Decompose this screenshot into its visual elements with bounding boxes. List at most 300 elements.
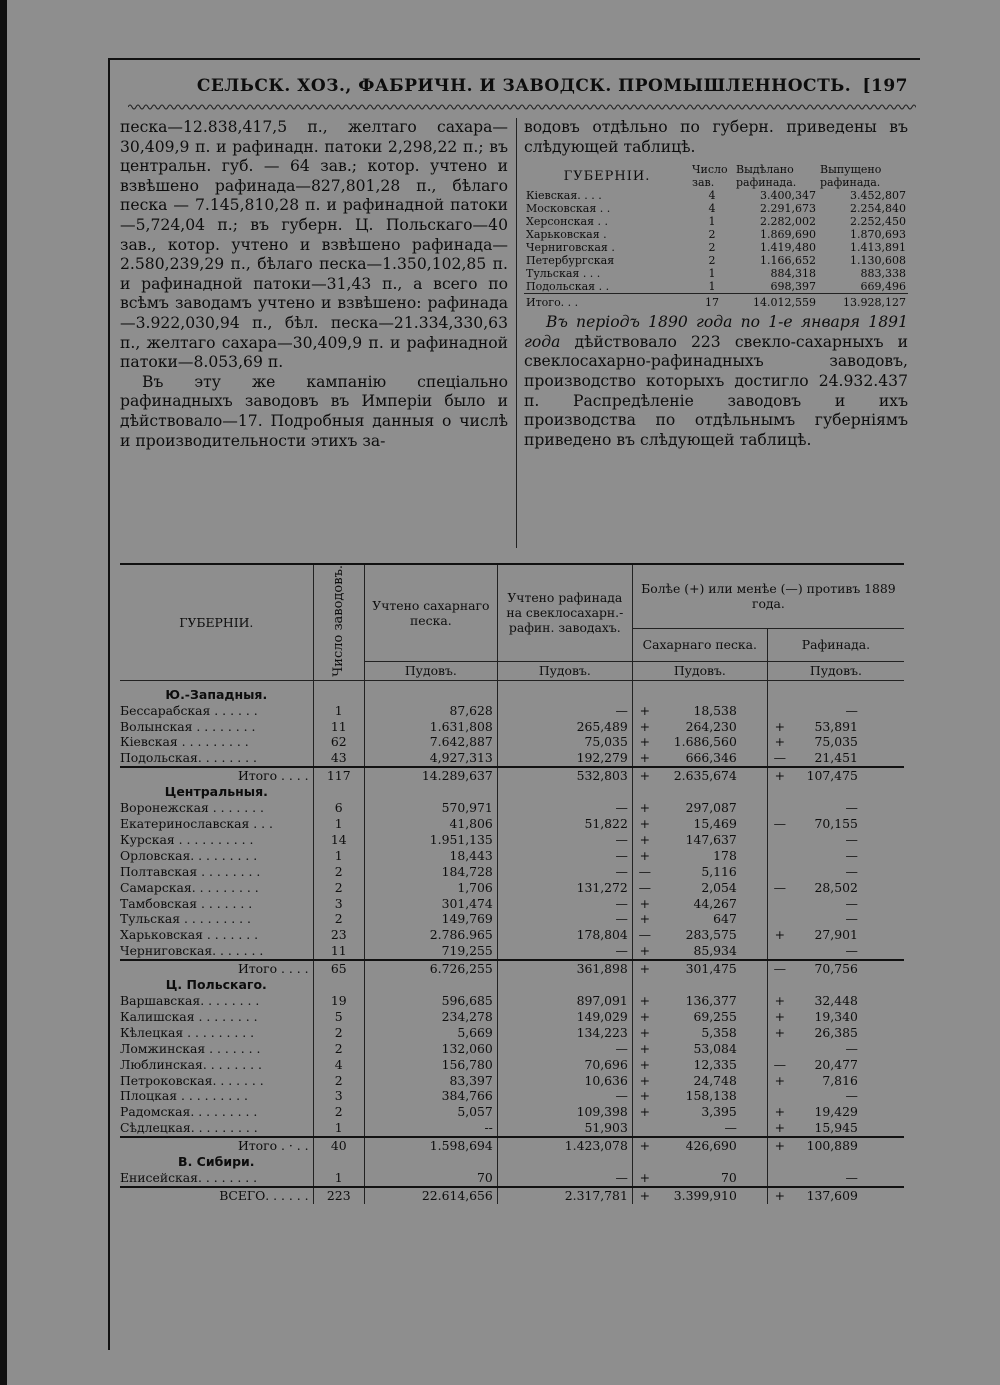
empty-cell xyxy=(497,1154,632,1170)
refined-value: 178,804 xyxy=(497,927,632,943)
sand-value: -- xyxy=(364,1120,497,1137)
diff-raf-value: — xyxy=(845,895,858,911)
sand-value: 70 xyxy=(364,1170,497,1187)
diff-sand-value: — xyxy=(724,1120,737,1136)
refinery-row xyxy=(524,202,908,215)
table-header-gub: ГУБЕРНІИ. xyxy=(179,614,254,630)
gub-name: Калишская . . . . . . . . xyxy=(120,1008,258,1024)
refinery-made: 2.291,673 xyxy=(760,202,816,216)
diff-sand-value: 2,054 xyxy=(701,879,737,895)
factory-count: 2 xyxy=(313,911,364,927)
diff-sand-value: 647 xyxy=(713,911,737,927)
sand-value: 2.786.965 xyxy=(364,927,497,943)
sand-value: 1,706 xyxy=(364,880,497,896)
sand-value: 5,669 xyxy=(364,1025,497,1041)
diff-sand-sign: + xyxy=(639,1040,651,1056)
diff-sand-cell xyxy=(632,1057,767,1073)
factory-count: 2 xyxy=(313,1073,364,1089)
diff-raf-value: 7,816 xyxy=(822,1072,858,1088)
table-row xyxy=(120,896,904,912)
diff-raf-sign: + xyxy=(774,1104,786,1120)
diff-raf-value: — xyxy=(845,847,858,863)
table-row xyxy=(120,1088,904,1104)
diff-raf-value: 27,901 xyxy=(814,927,858,943)
empty-cell xyxy=(767,687,904,703)
diff-raf-cell xyxy=(767,1073,904,1089)
diff-raf-sign: — xyxy=(773,961,787,977)
diff-raf-sign: + xyxy=(774,734,786,750)
empty-cell xyxy=(313,687,364,703)
sand-value: 719,255 xyxy=(364,943,497,960)
column-divider xyxy=(516,118,517,548)
factory-count: 1 xyxy=(313,816,364,832)
factory-count: 117 xyxy=(313,767,364,784)
diff-sand-sign: + xyxy=(639,768,651,784)
gub-name: Курская . . . . . . . . . . xyxy=(120,831,254,847)
empty-cell xyxy=(313,1154,364,1170)
diff-sand-cell xyxy=(632,943,767,960)
factory-count: 19 xyxy=(313,993,364,1009)
table-header-count: Число заводовъ. xyxy=(313,564,364,680)
gub-name: Подольская. . . . . . . . xyxy=(120,750,257,766)
diff-raf-cell xyxy=(767,1009,904,1025)
diff-raf-cell xyxy=(767,767,904,784)
sand-value: 184,728 xyxy=(364,864,497,880)
sand-value: 234,278 xyxy=(364,1009,497,1025)
sand-value: 22.614,656 xyxy=(364,1187,497,1204)
gub-name: Итого . · . . xyxy=(120,1137,313,1154)
left-rule xyxy=(108,58,110,1350)
refined-value: 70,696 xyxy=(497,1057,632,1073)
refinery-made: 698,397 xyxy=(770,280,816,294)
gub-name: Итого . . . . xyxy=(120,767,313,784)
refinery-gub: Петербургская xyxy=(526,254,615,268)
refined-value: — xyxy=(497,1088,632,1104)
diff-sand-value: 3,395 xyxy=(701,1104,737,1120)
sand-value: 132,060 xyxy=(364,1041,497,1057)
refined-value: 10,636 xyxy=(497,1073,632,1089)
diff-raf-cell xyxy=(767,848,904,864)
diff-sand-cell xyxy=(632,1170,767,1187)
top-rule xyxy=(108,58,920,60)
diff-sand-cell xyxy=(632,927,767,943)
empty-cell xyxy=(632,784,767,800)
gub-name: Радомская. . . . . . . . . xyxy=(120,1104,258,1120)
sand-value: 4,927,313 xyxy=(364,750,497,767)
diff-raf-cell xyxy=(767,1137,904,1154)
gub-name: ВСЕГО. . . . . . xyxy=(120,1187,313,1204)
empty-cell xyxy=(364,687,497,703)
empty-cell xyxy=(497,784,632,800)
diff-raf-cell xyxy=(767,1104,904,1120)
diff-sand-value: 297,087 xyxy=(685,800,737,816)
diff-sand-sign: — xyxy=(638,863,652,879)
table-row xyxy=(120,927,904,943)
empty-cell xyxy=(767,1154,904,1170)
table-row xyxy=(120,1073,904,1089)
sand-value: 87,628 xyxy=(364,703,497,719)
diff-raf-value: 19,340 xyxy=(814,1008,858,1024)
section-heading: Ц. Польскаго. xyxy=(165,977,267,993)
refinery-made: 1.419,480 xyxy=(760,241,816,255)
diff-raf-cell xyxy=(767,1088,904,1104)
table-row xyxy=(120,943,904,960)
refinery-out: 669,496 xyxy=(860,280,906,294)
unit-sand: Пудовъ. xyxy=(364,661,497,680)
diff-sand-value: 18,538 xyxy=(693,702,737,718)
factory-count: 40 xyxy=(313,1137,364,1154)
diff-raf-cell xyxy=(767,993,904,1009)
refinery-out: 1.870,693 xyxy=(850,228,906,242)
table-row xyxy=(120,1170,904,1187)
sand-value: 1.598,694 xyxy=(364,1137,497,1154)
refinery-total-made: 14.012,559 xyxy=(734,294,818,310)
diff-sand-value: 70 xyxy=(721,1169,737,1185)
refined-value: — xyxy=(497,1170,632,1187)
sand-value: 596,685 xyxy=(364,993,497,1009)
table-row xyxy=(120,880,904,896)
refined-value: 265,489 xyxy=(497,719,632,735)
diff-raf-sign: — xyxy=(773,750,787,766)
sand-value: 384,766 xyxy=(364,1088,497,1104)
diff-raf-value: 28,502 xyxy=(814,879,858,895)
refinery-header-out: Выпущено рафинада. xyxy=(820,163,882,190)
diff-sand-value: 147,637 xyxy=(685,831,737,847)
refinery-header-made: Выдѣлано рафинада. xyxy=(736,163,797,190)
table-header-diff-raf: Рафинада. xyxy=(767,628,904,661)
refined-value: 109,398 xyxy=(497,1104,632,1120)
diff-sand-value: 136,377 xyxy=(685,992,737,1008)
diff-sand-value: 158,138 xyxy=(685,1088,737,1104)
refinery-total-label: Итого. . . xyxy=(524,294,690,310)
diff-raf-sign: + xyxy=(774,1024,786,1040)
refined-value: — xyxy=(497,864,632,880)
refinery-out: 1.130,608 xyxy=(850,254,906,268)
sand-value: 301,474 xyxy=(364,896,497,912)
refined-value: 149,029 xyxy=(497,1009,632,1025)
diff-sand-sign: + xyxy=(639,734,651,750)
gub-name: Орловская. . . . . . . . . xyxy=(120,847,258,863)
diff-sand-sign: — xyxy=(638,879,652,895)
refinery-gub: Харьковская . xyxy=(526,228,607,242)
gub-name: Кѣлецкая . . . . . . . . . xyxy=(120,1024,255,1040)
diff-sand-value: 178 xyxy=(713,847,737,863)
diff-sand-cell xyxy=(632,1041,767,1057)
diff-sand-sign: + xyxy=(639,1072,651,1088)
diff-raf-value: 26,385 xyxy=(814,1024,858,1040)
diff-raf-sign: — xyxy=(773,1056,787,1072)
diff-raf-sign: + xyxy=(774,768,786,784)
diff-sand-cell xyxy=(632,1104,767,1120)
total-row xyxy=(120,767,904,784)
refined-value: 134,223 xyxy=(497,1025,632,1041)
left-paragraph-1: песка—12.838,417,5 п., желтаго сахара—30,409,9 п. и рафинадн. патоки 2,298,22 п.; въ центральн. губ. — 64 зав.; котор. учтено и взвѣшено рафинада—827,801,28 п., бѣлаго песка — 7.145,810,28 п. и рафинадной патоки—5,724,04 п.; въ губерн. Ц. Польскаго—40 зав., котор. учтено и взвѣшено рафинада—2.580,239,29 п., бѣлаго песка—1.350,102,85 п. и рафинадной патоки—31,43 п., а всего по всѣмъ заводамъ учтено и взвѣшено: рафинада—3.922,030,94 п., бѣл. песка—21.334,330,63 п., желтаго сахара—30,409,9 п. и рафинадной патоки—8.053,69 п. xyxy=(120,118,508,372)
refined-value: 2.317,781 xyxy=(497,1187,632,1204)
gub-name: Сѣдлецкая. . . . . . . . . xyxy=(120,1120,258,1136)
refinery-count: 2 xyxy=(708,254,716,268)
diff-sand-cell xyxy=(632,719,767,735)
diff-sand-cell xyxy=(632,800,767,816)
diff-sand-value: 15,469 xyxy=(693,816,737,832)
diff-sand-cell xyxy=(632,703,767,719)
sugar-table xyxy=(120,563,904,1204)
scan-edge xyxy=(0,0,7,1385)
diff-raf-value: 107,475 xyxy=(806,768,858,784)
sand-value: 1.951,135 xyxy=(364,832,497,848)
diff-sand-sign: + xyxy=(639,718,651,734)
factory-count: 4 xyxy=(313,1057,364,1073)
diff-raf-value: 53,891 xyxy=(814,718,858,734)
right-paragraph-1: водовъ отдѣльно по губерн. приведены въ слѣдующей таблицѣ. xyxy=(524,118,908,156)
diff-raf-value: 32,448 xyxy=(814,992,858,1008)
grand-total-row xyxy=(120,1187,904,1204)
refined-value: 51,822 xyxy=(497,816,632,832)
refinery-made: 3.400,347 xyxy=(760,189,816,203)
table-row xyxy=(120,832,904,848)
table-row xyxy=(120,1120,904,1137)
refined-value: 532,803 xyxy=(497,767,632,784)
section-heading-row xyxy=(120,784,904,800)
gub-name: Люблинская. . . . . . . . xyxy=(120,1056,262,1072)
refinery-out: 2.252,450 xyxy=(850,215,906,229)
factory-count: 65 xyxy=(313,960,364,977)
gub-name: Харьковская . . . . . . . xyxy=(120,927,259,943)
diff-raf-cell xyxy=(767,816,904,832)
diff-sand-cell xyxy=(632,993,767,1009)
empty-cell xyxy=(497,977,632,993)
empty-cell xyxy=(767,977,904,993)
table-row xyxy=(120,750,904,767)
diff-sand-value: 85,934 xyxy=(693,943,737,959)
diff-sand-sign: — xyxy=(638,927,652,943)
diff-raf-cell xyxy=(767,800,904,816)
refined-value: — xyxy=(497,911,632,927)
gub-name: Самарская. . . . . . . . . xyxy=(120,879,259,895)
refinery-header-count: Число зав. xyxy=(692,163,728,190)
diff-sand-value: 1.686,560 xyxy=(673,734,737,750)
empty-cell xyxy=(364,784,497,800)
diff-sand-value: 426,690 xyxy=(685,1138,737,1154)
diff-raf-value: — xyxy=(845,831,858,847)
factory-count: 1 xyxy=(313,1170,364,1187)
diff-sand-cell xyxy=(632,1088,767,1104)
diff-sand-sign: + xyxy=(639,1169,651,1185)
table-row xyxy=(120,816,904,832)
left-paragraph-2: Въ эту же кампанію спеціально рафинадныхъ заводовъ въ Имперіи было и дѣйствовало—17. Подробныя данныя о числѣ и производительности этихъ за- xyxy=(120,372,508,450)
diff-sand-cell xyxy=(632,896,767,912)
diff-sand-cell xyxy=(632,864,767,880)
gub-name: Полтавская . . . . . . . . xyxy=(120,863,261,879)
gub-name: Енисейская. . . . . . . . xyxy=(120,1169,258,1185)
refinery-out: 3.452,807 xyxy=(850,189,906,203)
gub-name: Варшавская. . . . . . . . xyxy=(120,992,260,1008)
diff-raf-cell xyxy=(767,896,904,912)
gub-name: Тамбовская . . . . . . . xyxy=(120,895,253,911)
section-heading-row xyxy=(120,1154,904,1170)
refinery-total-row xyxy=(524,294,908,310)
section-heading-row xyxy=(120,687,904,703)
diff-sand-cell xyxy=(632,960,767,977)
diff-sand-cell xyxy=(632,734,767,750)
wavy-rule xyxy=(128,102,916,112)
refinery-count: 2 xyxy=(708,241,716,255)
diff-raf-value: 15,945 xyxy=(814,1120,858,1136)
empty-cell xyxy=(364,977,497,993)
diff-sand-value: 24,748 xyxy=(693,1072,737,1088)
diff-sand-sign: + xyxy=(639,895,651,911)
refinery-out: 883,338 xyxy=(860,267,906,281)
gub-name: Волынская . . . . . . . . xyxy=(120,718,256,734)
sand-value: 570,971 xyxy=(364,800,497,816)
factory-count: 2 xyxy=(313,1104,364,1120)
diff-raf-value: 19,429 xyxy=(814,1104,858,1120)
refinery-count: 1 xyxy=(708,280,716,294)
diff-sand-sign: + xyxy=(639,1187,651,1203)
diff-raf-cell xyxy=(767,1187,904,1204)
factory-count: 2 xyxy=(313,880,364,896)
diff-sand-sign: + xyxy=(639,702,651,718)
gub-name: Ломжинская . . . . . . . xyxy=(120,1040,261,1056)
diff-raf-sign: — xyxy=(773,879,787,895)
diff-raf-value: 20,477 xyxy=(814,1056,858,1072)
refinery-row xyxy=(524,215,908,228)
gub-name: Черниговская. . . . . . . xyxy=(120,943,264,959)
diff-raf-cell xyxy=(767,864,904,880)
refined-value: 75,035 xyxy=(497,734,632,750)
table-row xyxy=(120,703,904,719)
gub-name: Тульская . . . . . . . . . xyxy=(120,911,251,927)
diff-sand-value: 5,116 xyxy=(701,863,737,879)
diff-sand-cell xyxy=(632,1137,767,1154)
unit-diff-sand: Пудовъ. xyxy=(632,661,767,680)
left-column xyxy=(120,118,508,451)
empty-cell xyxy=(767,784,904,800)
refinery-total-count: 17 xyxy=(690,294,734,310)
diff-raf-value: — xyxy=(845,943,858,959)
refinery-out: 2.254,840 xyxy=(850,202,906,216)
empty-cell xyxy=(632,687,767,703)
factory-count: 2 xyxy=(313,1025,364,1041)
diff-raf-cell xyxy=(767,880,904,896)
refinery-gub: Херсонская . . xyxy=(526,215,609,229)
factory-count: 2 xyxy=(313,1041,364,1057)
diff-sand-value: 5,358 xyxy=(701,1024,737,1040)
diff-raf-sign: + xyxy=(774,1187,786,1203)
page-number: [197 xyxy=(862,76,908,96)
refined-value: 131,272 xyxy=(497,880,632,896)
refinery-made: 1.869,690 xyxy=(760,228,816,242)
diff-raf-sign: + xyxy=(774,1008,786,1024)
diff-sand-cell xyxy=(632,1009,767,1025)
refinery-count: 1 xyxy=(708,267,716,281)
diff-raf-sign: + xyxy=(774,718,786,734)
table-row xyxy=(120,864,904,880)
table-row xyxy=(120,719,904,735)
sand-value: 1.631,808 xyxy=(364,719,497,735)
diff-raf-sign: + xyxy=(774,992,786,1008)
diff-raf-value: 137,609 xyxy=(806,1187,858,1203)
diff-sand-cell xyxy=(632,832,767,848)
table-row xyxy=(120,1025,904,1041)
diff-raf-value: — xyxy=(845,1169,858,1185)
diff-raf-cell xyxy=(767,1041,904,1057)
sand-value: 149,769 xyxy=(364,911,497,927)
diff-sand-cell xyxy=(632,1025,767,1041)
factory-count: 223 xyxy=(313,1187,364,1204)
factory-count: 2 xyxy=(313,864,364,880)
diff-sand-value: 53,084 xyxy=(693,1040,737,1056)
diff-sand-sign: + xyxy=(639,1088,651,1104)
diff-sand-sign: + xyxy=(639,992,651,1008)
empty-cell xyxy=(632,1154,767,1170)
diff-sand-cell xyxy=(632,750,767,767)
table-header-diff-sand: Сахарнаго песка. xyxy=(632,628,767,661)
diff-raf-sign: + xyxy=(774,1072,786,1088)
empty-cell xyxy=(313,977,364,993)
sand-value: 18,443 xyxy=(364,848,497,864)
gub-name: Екатеринославская . . . xyxy=(120,816,273,832)
diff-sand-sign: + xyxy=(639,961,651,977)
factory-count: 11 xyxy=(313,719,364,735)
refinery-row xyxy=(524,267,908,280)
table-header-diff: Болѣе (+) или менѣе (—) противъ 1889 года. xyxy=(632,564,904,628)
diff-sand-cell xyxy=(632,1120,767,1137)
factory-count: 11 xyxy=(313,943,364,960)
table-header-sand: Учтено сахарнаго песка. xyxy=(364,564,497,661)
sand-value: 5,057 xyxy=(364,1104,497,1120)
table-row xyxy=(120,1009,904,1025)
diff-raf-value: — xyxy=(845,800,858,816)
diff-raf-cell xyxy=(767,1170,904,1187)
unit-raf: Пудовъ. xyxy=(497,661,632,680)
diff-sand-value: 666,346 xyxy=(685,750,737,766)
diff-sand-cell xyxy=(632,767,767,784)
refinery-out: 1.413,891 xyxy=(850,241,906,255)
diff-raf-sign: + xyxy=(774,1120,786,1136)
refinery-row xyxy=(524,189,908,202)
refinery-count: 2 xyxy=(708,228,716,242)
gub-name: Кіевская . . . . . . . . . xyxy=(120,734,249,750)
section-heading: В. Сибири. xyxy=(178,1154,255,1170)
refinery-row xyxy=(524,228,908,241)
empty-cell xyxy=(632,977,767,993)
sand-value: 156,780 xyxy=(364,1057,497,1073)
factory-count: 1 xyxy=(313,848,364,864)
total-row xyxy=(120,960,904,977)
sand-value: 41,806 xyxy=(364,816,497,832)
diff-raf-sign: + xyxy=(774,1138,786,1154)
refinery-gub: Тульская . . . xyxy=(526,267,601,281)
refined-value: — xyxy=(497,896,632,912)
diff-sand-cell xyxy=(632,1187,767,1204)
diff-raf-value: 70,756 xyxy=(814,961,858,977)
refined-value: — xyxy=(497,943,632,960)
refined-value: 51,903 xyxy=(497,1120,632,1137)
factory-count: 3 xyxy=(313,1088,364,1104)
refinery-made: 1.166,652 xyxy=(760,254,816,268)
diff-sand-cell xyxy=(632,911,767,927)
refinery-table xyxy=(524,163,908,309)
table-row xyxy=(120,993,904,1009)
diff-raf-value: 75,035 xyxy=(814,734,858,750)
diff-sand-sign: + xyxy=(639,1138,651,1154)
empty-cell xyxy=(364,1154,497,1170)
diff-sand-sign: + xyxy=(639,1056,651,1072)
diff-raf-cell xyxy=(767,960,904,977)
factory-count: 6 xyxy=(313,800,364,816)
refinery-made: 884,318 xyxy=(770,267,816,281)
diff-raf-cell xyxy=(767,750,904,767)
